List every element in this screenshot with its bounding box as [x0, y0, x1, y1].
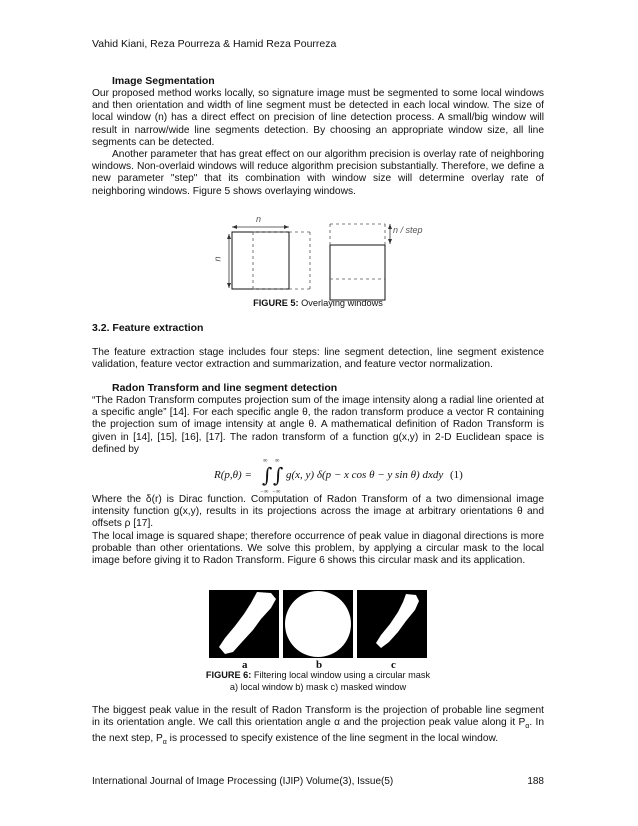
figure-6-svg [209, 590, 429, 658]
paragraph-feature-extraction: The feature extraction stage includes four steps: line segment detection, line segment existence validation, feature vector extraction and summarization, and feature vector normalization. [92, 347, 544, 371]
section-heading-radon: Radon Transform and line segment detection [112, 382, 338, 394]
paragraph-radon-3: The local image is squared shape; therefore occurrence of peak value in diagonal directions is more probable than other orientations. We solve this problem, by applying a circular mask to the local image before giving it to Radon Transform. Figure 6 shows this circular mask and its application. [92, 531, 544, 567]
integral-lower-1: −∞ [260, 489, 269, 495]
figure-6-caption [92, 670, 544, 680]
integral-sign-1: ∫ [262, 463, 273, 487]
paragraph-segmentation-1: Our proposed method works locally, so signature image must be segmented to some local windows and then orientation and width of line segment must be detected in each local window. The size of local window (n) has a direct effect on precision of line detection process. A small/big window will result in narrow/wide line segments detection. By choosing an appropriate window size, all line segments can be detected. [92, 88, 544, 148]
label-n-top: n [256, 214, 262, 224]
figure-6-caption-label: FIGURE 6: [205, 670, 252, 680]
final-text-1: The biggest peak value in the result of Radon Transform is the projection of probable line segment in its orientation angle. We call this orientation angle α and the projection peak value along it P [92, 705, 544, 729]
integral-upper-1: ∞ [263, 458, 268, 464]
footer-journal: International Journal of Image Processing (IJIP) Volume(3), Issue(5) [92, 776, 394, 787]
paragraph-final [92, 705, 544, 750]
integral-sign-2: ∫ [273, 463, 284, 487]
figure-6-caption-sub: a) local window b) mask c) masked window [229, 682, 407, 692]
final-sub-alpha-2: α [162, 739, 167, 747]
paragraph-radon-2: Where the δ(r) is Dirac function. Computation of Radon Transform of a two dimensional image intensity function g(x,y), results in its projections across the image at arbitrary orientations θ and offsets ρ [17]. [92, 494, 544, 530]
label-step: n / step [393, 225, 423, 235]
integral-lower-2: −∞ [272, 489, 281, 495]
figure-6-label-c: c [391, 659, 396, 671]
figure-6-label-b: b [316, 659, 323, 671]
figure-5-caption-text: Overlaying windows [298, 298, 383, 308]
figure-6-caption-text: Filtering local window using a circular mask [251, 670, 431, 680]
paragraph-radon-1: “The Radon Transform computes projection sum of the image intensity along a radial line oriented at a specific angle” [14]. For each specific angle θ, the radon transform produce a vector R containing the projection sum of image intensity at angle θ. A mathematical definition of Radon Transform is given in [14], [15], [16], [17]. The radon transform of a function g(x,y) in 2-D Euclidean space is defined by [92, 395, 544, 455]
page-footer [92, 776, 544, 787]
page-number: 188 [527, 776, 544, 787]
integral-upper-2: ∞ [275, 458, 280, 464]
figure-6-images [209, 590, 429, 658]
final-text-3: is processed to specify existence of the line segment in the local window. [166, 733, 499, 745]
final-text-2: . In the next step, P [92, 717, 544, 745]
equation-rhs: g(x, y) δ(p − x cos θ − y sin θ) dxdy [286, 469, 444, 481]
figure-5-caption-label: FIGURE 5: [253, 298, 299, 308]
running-header: Vahid Kiani, Reza Pourreza & Hamid Reza Pourreza [92, 38, 337, 50]
equation-lhs: R(p,θ) = [214, 469, 252, 481]
figure-5-diagram [210, 212, 440, 302]
section-heading-feature-extraction: 3.2. Feature extraction [92, 322, 204, 334]
figure-5-caption [92, 298, 544, 308]
section-heading-image-segmentation: Image Segmentation [112, 75, 215, 87]
final-sub-alpha-1: α [525, 723, 530, 731]
label-n-side: n [212, 256, 223, 262]
figure-6-label-a: a [242, 659, 248, 671]
equation-number: (1) [450, 469, 463, 481]
paragraph-segmentation-2: Another parameter that has great effect on our algorithm precision is overlay rate of neighboring windows. Non-overlaid windows will reduce algorithm precision substantially. Therefore, we define a new parameter "step" that its combination with window size will determine overlay rate of neighboring windows. Figure 5 shows overlaying windows. [92, 149, 544, 197]
